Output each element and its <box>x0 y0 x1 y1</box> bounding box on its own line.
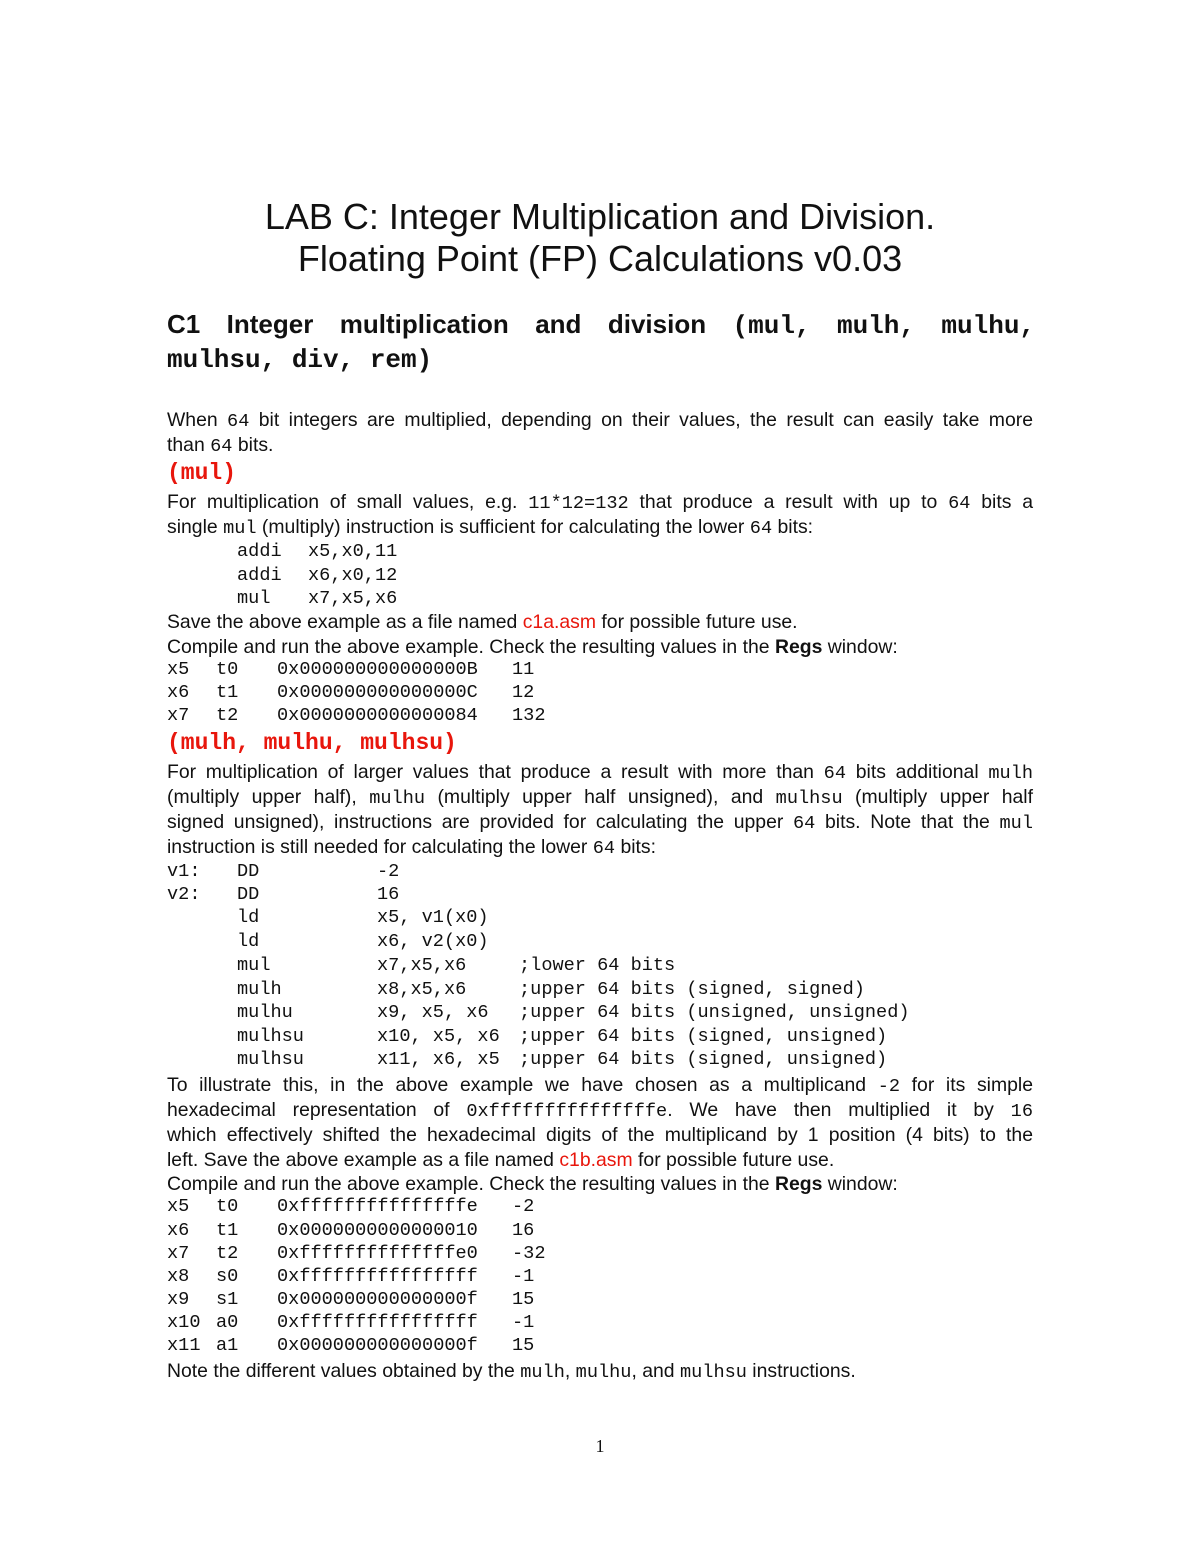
compile-line-1: Compile and run the above example. Check the resulting values in the Regs window: <box>167 636 898 658</box>
intro-line2: than 64 bits. <box>167 434 274 457</box>
reg-name: x11 <box>167 1335 201 1356</box>
code-args: x6,x0,12 <box>308 565 398 586</box>
reg-abi: t2 <box>216 1243 239 1264</box>
reg-hex: 0xfffffffffffffffe <box>277 1196 478 1217</box>
reg-hex: 0x000000000000000C <box>277 682 478 703</box>
reg-dec: 12 <box>512 682 535 703</box>
reg-abi: t1 <box>216 682 239 703</box>
code-label: v1: <box>167 861 201 882</box>
code-op: mul <box>237 955 271 976</box>
reg-hex: 0x000000000000000f <box>277 1335 478 1356</box>
reg-abi: a1 <box>216 1335 239 1356</box>
code-op: ld <box>237 931 260 952</box>
illustrate-line3: which effectively shifted the hexadecimal digits of the multiplicand by 1 position (4 bits) to the <box>167 1124 1033 1146</box>
code-op: DD <box>237 884 260 905</box>
reg-name: x7 <box>167 1243 190 1264</box>
reg-name: x5 <box>167 1196 190 1217</box>
subheading-mul: (mul) <box>167 460 237 486</box>
code-args: 16 <box>377 884 400 905</box>
reg-abi: a0 <box>216 1312 239 1333</box>
code-comment: ;upper 64 bits (unsigned, unsigned) <box>519 1002 910 1023</box>
reg-hex: 0xffffffffffffffff <box>277 1312 478 1333</box>
reg-dec: -2 <box>512 1196 535 1217</box>
illustrate-line1: To illustrate this, in the above example we have chosen as a multiplicand -2 for its simple <box>167 1074 1033 1097</box>
mulh-paragraph-line4: instruction is still needed for calculating the lower 64 bits: <box>167 836 657 859</box>
code-comment: ;upper 64 bits (signed, signed) <box>519 979 865 1000</box>
code-comment: ;upper 64 bits (signed, unsigned) <box>519 1049 888 1070</box>
code-args: x11, x6, x5 <box>377 1049 500 1070</box>
illustrate-line2: hexadecimal representation of 0xfffffffffffffffe. We have then multiplied it by 16 <box>167 1099 1033 1122</box>
doc-title-line1: LAB C: Integer Multiplication and Division. <box>264 196 936 237</box>
code-op: ld <box>237 907 260 928</box>
code-args: x5, v1(x0) <box>377 907 489 928</box>
code-args: x5,x0,11 <box>308 541 398 562</box>
code-op: mulhu <box>237 1002 293 1023</box>
code-args: x6, v2(x0) <box>377 931 489 952</box>
save-c1b-line: left. Save the above example as a file named c1b.asm for possible future use. <box>167 1149 835 1171</box>
code-args: x9, x5, x6 <box>377 1002 489 1023</box>
doc-title-line2: Floating Point (FP) Calculations v0.03 <box>297 238 903 279</box>
section-heading-c1: C1 Integer multiplication and division (mul, mulh, mulhu, <box>167 309 1036 341</box>
code-comment: ;lower 64 bits <box>519 955 676 976</box>
code-args: x7,x5,x6 <box>308 588 398 609</box>
reg-dec: 15 <box>512 1335 535 1356</box>
reg-dec: 16 <box>512 1220 535 1241</box>
code-op: addi <box>237 541 282 562</box>
mulh-paragraph-line3: signed unsigned), instructions are provided for calculating the upper 64 bits. Note that the mul <box>167 811 1033 834</box>
save-c1a-line: Save the above example as a file named c1a.asm for possible future use. <box>167 611 798 633</box>
intro-line1: When 64 bit integers are multiplied, depending on their values, the result can easily take more <box>167 409 1033 432</box>
reg-hex: 0xffffffffffffffe0 <box>277 1243 478 1264</box>
reg-hex: 0x000000000000000B <box>277 659 478 680</box>
reg-hex: 0x0000000000000010 <box>277 1220 478 1241</box>
code-label: v2: <box>167 884 201 905</box>
reg-name: x5 <box>167 659 190 680</box>
reg-dec: 132 <box>512 705 546 726</box>
reg-abi: t0 <box>216 1196 239 1217</box>
reg-dec: 11 <box>512 659 535 680</box>
code-op: mul <box>237 588 271 609</box>
section-heading-c1-cont: mulhsu, div, rem) <box>167 345 433 375</box>
reg-hex: 0xffffffffffffffff <box>277 1266 478 1287</box>
reg-name: x7 <box>167 705 190 726</box>
reg-name: x6 <box>167 1220 190 1241</box>
code-op: mulh <box>237 979 282 1000</box>
reg-hex: 0x000000000000000f <box>277 1289 478 1310</box>
reg-name: x8 <box>167 1266 190 1287</box>
code-args: x8,x5,x6 <box>377 979 467 1000</box>
compile-line-2: Compile and run the above example. Check the resulting values in the Regs window: <box>167 1173 898 1195</box>
code-args: -2 <box>377 861 400 882</box>
section-number: C1 <box>167 309 201 339</box>
mulh-paragraph-line2: (multiply upper half), mulhu (multiply upper half unsigned), and mulhsu (multiply upper half <box>167 786 1033 809</box>
code-op: mulhsu <box>237 1026 304 1047</box>
reg-dec: -1 <box>512 1266 535 1287</box>
reg-name: x9 <box>167 1289 190 1310</box>
code-op: mulhsu <box>237 1049 304 1070</box>
code-args: x7,x5,x6 <box>377 955 467 976</box>
reg-dec: -32 <box>512 1243 546 1264</box>
page-number: 1 <box>595 1436 605 1456</box>
reg-abi: s0 <box>216 1266 239 1287</box>
reg-name: x10 <box>167 1312 201 1333</box>
filename-c1a: c1a.asm <box>522 611 597 633</box>
code-args: x10, x5, x6 <box>377 1026 500 1047</box>
mul-paragraph-line1: For multiplication of small values, e.g. 11*12=132 that produce a result with up to 64 bits a <box>167 491 1033 514</box>
subheading-mulh: (mulh, mulhu, mulhsu) <box>167 730 457 756</box>
reg-dec: -1 <box>512 1312 535 1333</box>
reg-abi: t2 <box>216 705 239 726</box>
filename-c1b: c1b.asm <box>559 1149 633 1171</box>
reg-abi: s1 <box>216 1289 239 1310</box>
reg-dec: 15 <box>512 1289 535 1310</box>
mul-paragraph-line2: single mul (multiply) instruction is sufficient for calculating the lower 64 bits: <box>167 516 814 539</box>
mulh-paragraph-line1: For multiplication of larger values that produce a result with more than 64 bits additional mulh <box>167 761 1034 784</box>
reg-abi: t1 <box>216 1220 239 1241</box>
code-op: addi <box>237 565 282 586</box>
reg-name: x6 <box>167 682 190 703</box>
reg-hex: 0x0000000000000084 <box>277 705 478 726</box>
note-line: Note the different values obtained by the mulh, mulhu, and mulhsu instructions. <box>167 1360 856 1383</box>
reg-abi: t0 <box>216 659 239 680</box>
code-comment: ;upper 64 bits (signed, unsigned) <box>519 1026 888 1047</box>
code-op: DD <box>237 861 260 882</box>
